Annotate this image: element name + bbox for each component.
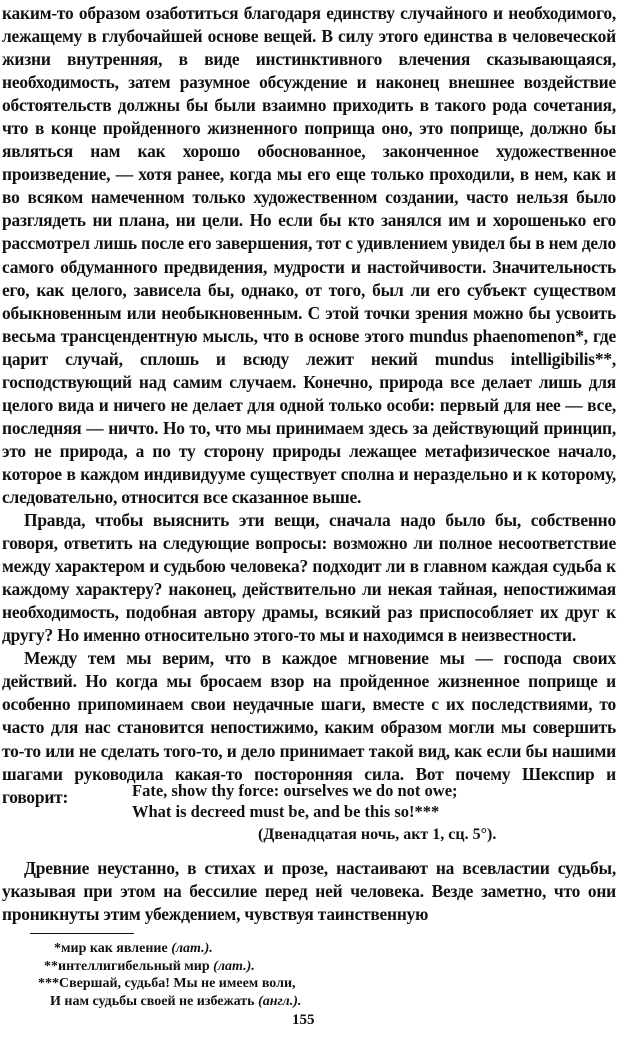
footnote-divider <box>30 933 134 934</box>
footnote-1 <box>30 940 590 958</box>
footnote-2-language: (лат.). <box>213 958 255 974</box>
shakespeare-quote <box>132 780 552 822</box>
paragraph-1: каким-то образом озаботиться благодаря единству случайного и необходимого, лежащему в глубочайшей основе вещей. В силу этого единства в человеческой жизни внутренняя, в виде инстинктивного влечения сказывающаяся, необходимость, затем разумное обсуждение и наконец внешнее воздействие обстоятельств должны бы были взаимно приходить в такого рода сочетания, что в конце пройденного жизненного поприща оно, это поприще, должно бы являться нам как хорошо обоснованное, законченное художественное произведение, — хотя ранее, когда мы его еще только проходили, в нем, как и во всяком намеченном только художественном создании, часто нельзя было разглядеть ни плана, ни цели. Но если бы кто занялся им и хорошенько его рассмотрел лишь после его завершения, тот с удивлением увидел бы в нем дело самого обдуманного предвидения, мудрости и настойчивости. Значительность его, как целого, зависела бы, однако, от того, был ли его субъект существом обыкновенным или необыкновенным. С этой точки зрения можно бы усвоить весьма трансцендентную мысль, что в основе этого mundus phaenomenon*, где царит случай, сплошь и всюду лежит некий mundus intelligibilis**, господствующий над самим случаем. Конечно, природа все делает лишь для целого вида и ничего не делает для одной только особи: первый для нее — все, последняя — ничто. Но то, что мы принимаем здесь за действующий принцип, это не природа, а по ту сторону природы лежащее метафизическое начало, которое в каждом индивидууме существует сполна и нераздельно и к которому, следовательно, относится все сказанное выше. <box>2 3 616 507</box>
paragraph-3: Между тем мы верим, что в каждое мгновение мы — господа своих действий. Но когда мы бросаем взор на пройденное жизненное поприще и особенно припоминаем свои неудачные шаги, вместе с их последствиями, то часто для нас становится непостижимо, каким образом могли мы совершить то-то или не сделать того-то, и дело принимает такой вид, как если бы нашими шагами руководила какая-то посторонняя сила. Вот почему Шекспир и говорит: <box>2 648 616 807</box>
footnotes <box>30 940 590 1010</box>
paragraph-4: Древние неустанно, в стихах и прозе, настаивают на всевластии судьбы, указывая при этом на бессилие перед ней человека. Везде заметно, что они проникнуты этим убеждением, чувствуя таинственную <box>2 858 616 925</box>
tail-text <box>2 857 616 926</box>
footnote-3-language: (англ.). <box>258 993 302 1009</box>
footnote-1-text: *мир как явление <box>54 941 172 956</box>
verse-line-1: Fate, show thy force: ourselves we do not owe; <box>132 781 458 800</box>
footnote-1-language: (лат.). <box>171 941 213 956</box>
page-number: 155 <box>292 1012 315 1028</box>
footnote-3-continued <box>30 993 590 1011</box>
main-text <box>2 2 616 809</box>
quote-source: (Двенадцатая ночь, акт 1, сц. 5°). <box>258 826 497 843</box>
footnote-3-line-2: И нам судьбы своей не избежать <box>50 993 259 1009</box>
footnote-3: ***Свершай, судьба! Мы не имеем воли, <box>38 976 296 991</box>
footnote-2-text: **интеллигибельный мир <box>44 958 214 974</box>
footnote-2 <box>30 958 590 976</box>
paragraph-2: Правда, чтобы выяснить эти вещи, сначала надо было бы, собственно говоря, ответить на следующие вопросы: возможно ли полное несоответствие между характером и судьбою человека? подходит ли в главном каждая судьба к каждому характеру? наконец, действительно ли некая тайная, непостижимая необходимость, подобная автору драмы, всякий раз приспособляет их друг к другу? Но именно относительно этого-то мы и находимся в неизвестности. <box>2 510 616 646</box>
verse-line-2: What is decreed must be, and be this so!*** <box>132 802 440 821</box>
